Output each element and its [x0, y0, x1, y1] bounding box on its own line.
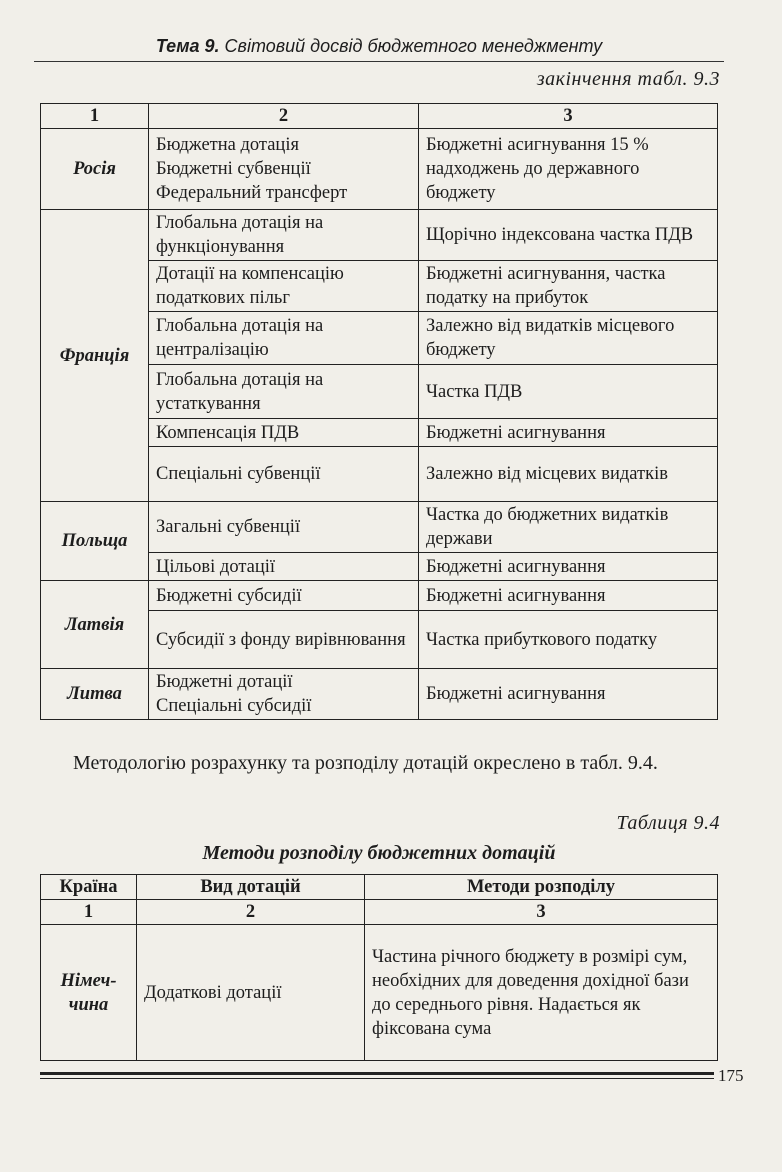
header-topic-title: Світовий досвід бюджетного менеджменту [219, 36, 603, 56]
subsidy-type-cell: Компенсація ПДВ [149, 419, 419, 447]
subsidy-type-cell: Глобальна дотація на функціонування [149, 210, 419, 261]
subsidy-type-cell: Бюджетні субсидії [149, 581, 419, 611]
column-number: 2 [137, 900, 365, 925]
subsidy-type-cell: Субсидії з фонду вирівнювання [149, 611, 419, 669]
distribution-method-cell: Залежно від місцевих видатків [419, 447, 718, 502]
subsidy-type-cell: Цільові дотації [149, 553, 419, 581]
table-column-numbers [41, 104, 718, 129]
distribution-method-cell: Бюджетні асигнування [419, 419, 718, 447]
table-row [41, 669, 718, 720]
table-row [41, 581, 718, 611]
table-title: Методи розподілу бюджетних дотацій [202, 842, 556, 864]
country-cell: Литва [41, 669, 149, 720]
column-number: 3 [419, 104, 718, 129]
distribution-method-cell: Частка до бюджетних видатків держави [419, 502, 718, 553]
subsidy-type-cell: Бюджетні дотації Спеціальні субсидії [149, 669, 419, 720]
country-cell: Німеч- чина [41, 925, 137, 1061]
running-header [34, 36, 724, 62]
country-cell: Росія [41, 129, 149, 210]
table-row [41, 502, 718, 553]
subsidy-type-cell: Спеціальні субвенції [149, 447, 419, 502]
table-row [41, 210, 718, 261]
subsidy-type-cell: Додаткові дотації [137, 925, 365, 1061]
table-column-numbers [41, 900, 718, 925]
subsidy-type-cell: Дотації на компенсацію податкових пільг [149, 261, 419, 312]
country-cell: Франція [41, 210, 149, 502]
column-header: Вид дотацій [137, 875, 365, 900]
distribution-method-cell: Бюджетні асигнування 15 % надходжень до державного бюджету [419, 129, 718, 210]
distribution-method-cell: Залежно від видатків місцевого бюджету [419, 312, 718, 365]
subsidy-type-cell: Глобальна дотація на устаткування [149, 365, 419, 419]
country-cell: Латвія [41, 581, 149, 669]
subsidy-type-cell: Бюджетна дотація Бюджетні субвенції Федеральний трансферт [149, 129, 419, 210]
column-number: 2 [149, 104, 419, 129]
country-cell: Польща [41, 502, 149, 581]
header-topic-number: Тема 9. [155, 36, 220, 56]
column-header: Методи розподілу [365, 875, 718, 900]
distribution-method-cell: Бюджетні асигнування, частка податку на прибуток [419, 261, 718, 312]
body-paragraph: Методологію розрахунку та розподілу дотацій окреслено в табл. 9.4. [73, 752, 658, 774]
subsidy-type-cell: Глобальна дотація на централізацію [149, 312, 419, 365]
distribution-method-cell: Бюджетні асигнування [419, 553, 718, 581]
table-row [41, 129, 718, 210]
column-header: Країна [41, 875, 137, 900]
page-number: 175 [718, 1066, 744, 1085]
column-number: 1 [41, 104, 149, 129]
column-number: 3 [365, 900, 718, 925]
distribution-method-cell: Частка прибуткового податку [419, 611, 718, 669]
table-row [41, 925, 718, 1061]
table-9-3-end [40, 103, 718, 720]
table-9-4 [40, 874, 718, 1061]
distribution-method-cell: Щорічно індексована частка ПДВ [419, 210, 718, 261]
table-number-caption: Таблиця 9.4 [616, 812, 720, 834]
footer-rule-thick [40, 1072, 714, 1075]
distribution-method-cell: Частка ПДВ [419, 365, 718, 419]
distribution-method-cell: Бюджетні асигнування [419, 669, 718, 720]
table-header-row [41, 875, 718, 900]
table-continuation-caption: закінчення табл. 9.3 [536, 68, 720, 90]
subsidy-type-cell: Загальні субвенції [149, 502, 419, 553]
distribution-method-cell: Частина річного бюджету в розмірі сум, необхідних для доведення дохідної бази до середнього рівня. Надається як фіксована сума [365, 925, 718, 1061]
footer-rule-thin [40, 1078, 714, 1079]
distribution-method-cell: Бюджетні асигнування [419, 581, 718, 611]
column-number: 1 [41, 900, 137, 925]
